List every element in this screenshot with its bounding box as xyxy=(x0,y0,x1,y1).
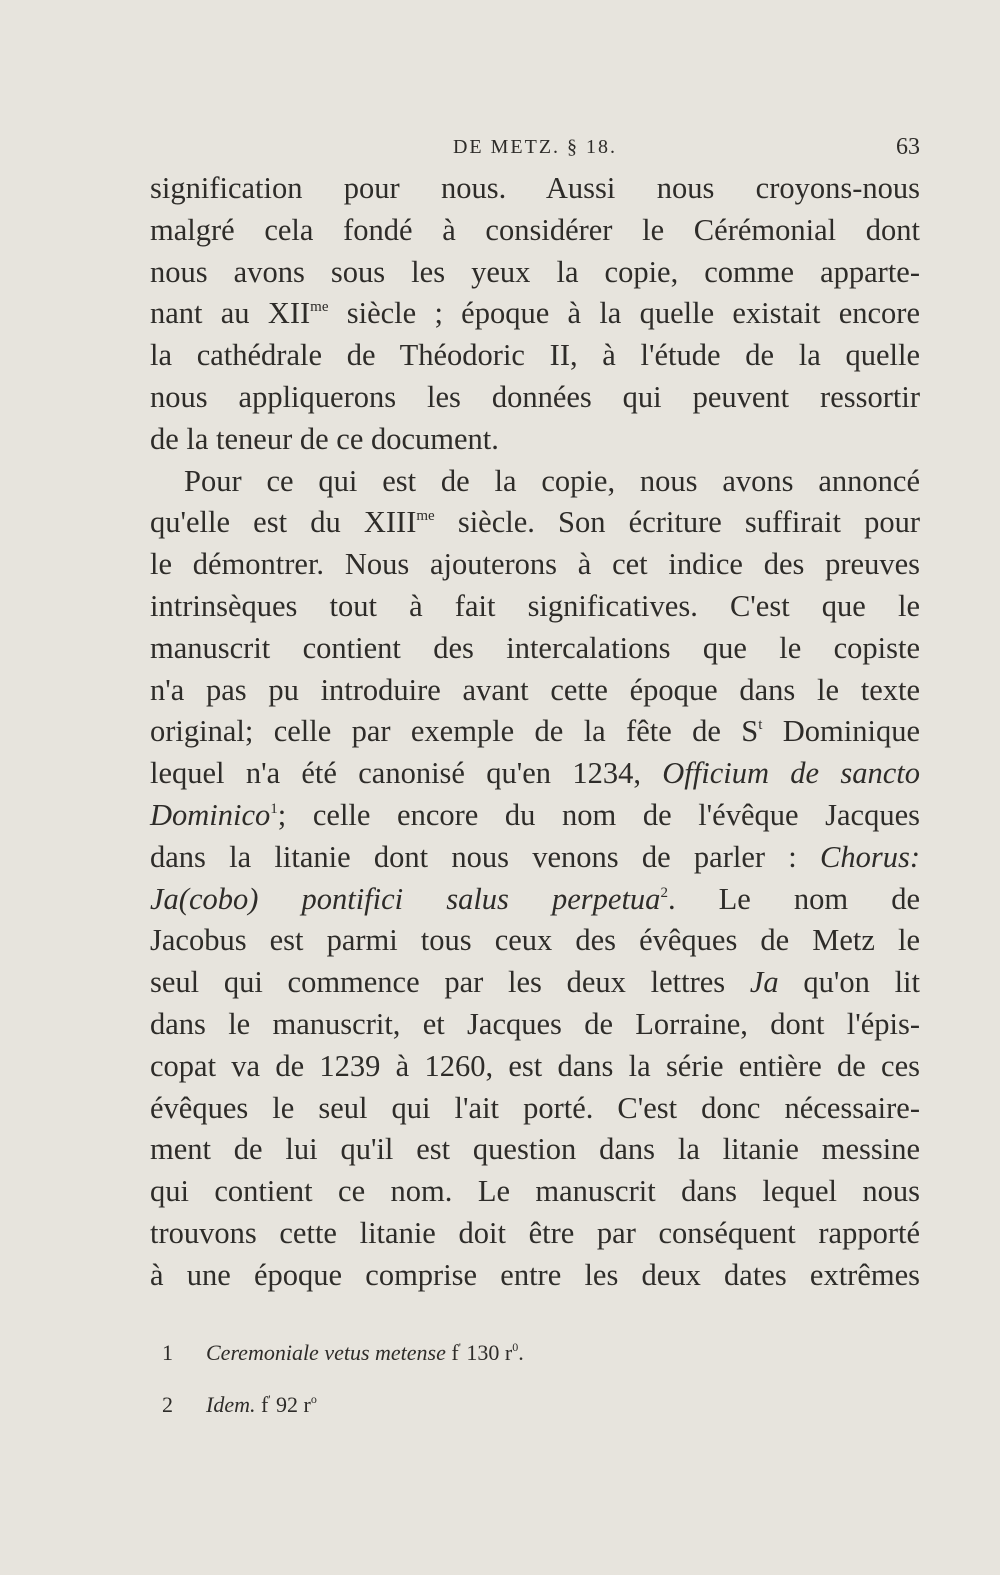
text-line: trouvons cette litanie doit être par conséquent rapporté xyxy=(150,1215,920,1250)
text-line: Dominico$^1$; celle encore du nom de l'évêque Jacques xyxy=(150,797,920,832)
text-line: signification pour nous. Aussi nous croyons-nous xyxy=(150,171,920,205)
body-text xyxy=(150,168,920,1297)
footnote-number: 1 xyxy=(162,1340,173,1365)
text-line: à une époque comprise entre les deux dates extrêmes xyxy=(150,1257,920,1292)
text-line: malgré cela fondé à considérer le Cérémonial dont xyxy=(150,212,920,247)
footnote: 2 Idem. f' 92 $r^o$ xyxy=(150,1387,920,1423)
text-line: Jacobus est parmi tous ceux des évêques de Metz le xyxy=(150,923,920,958)
text-line: copat va de 1239 à 1260, est dans la série entière de ces xyxy=(150,1048,920,1083)
footnotes xyxy=(150,1335,920,1439)
text-line: intrinsèques tout à fait significatives. C'est que le xyxy=(150,588,920,623)
text-line: n'a pas pu introduire avant cette époque dans le texte xyxy=(150,672,920,707)
text-line: nous avons sous les yeux la copie, comme apparte- xyxy=(150,254,920,289)
page-number: 63 xyxy=(896,134,920,160)
text-line: évêques le seul qui l'ait porté. C'est donc nécessaire- xyxy=(150,1090,920,1125)
running-head xyxy=(150,128,920,168)
text-line: nous appliquerons les données qui peuvent ressortir xyxy=(150,379,920,414)
running-title: DE METZ. § 18. xyxy=(452,136,618,158)
text-line: manuscrit contient des intercalations que le copiste xyxy=(150,630,920,665)
text-line: lequel n'a été canonisé qu'en 1234, Officium de sancto xyxy=(150,756,920,791)
text-line: dans la litanie dont nous venons de parler : Chorus: xyxy=(150,839,920,874)
footnote: 1 Ceremoniale vetus metense f' 130 $r^0$. xyxy=(150,1335,920,1371)
text-line: la cathédrale de Théodoric II, à l'étude de la quelle xyxy=(150,338,920,373)
text-line: seul qui commence par les deux lettres Ja qu'on lit xyxy=(150,965,920,1000)
text-line: ment de lui qu'il est question dans la litanie messine xyxy=(150,1132,920,1167)
text-line: nant au $XII^{me}$ siècle ; époque à la quelle existait encore xyxy=(150,296,920,331)
footnote-number: 2 xyxy=(162,1392,173,1417)
text-line: de la teneur de ce document. xyxy=(150,421,499,456)
text-line: le démontrer. Nous ajouterons à cet indice des preuves xyxy=(150,547,920,582)
text-line: qui contient ce nom. Le manuscrit dans lequel nous xyxy=(150,1174,920,1209)
text-line: Pour ce qui est de la copie, nous avons annoncé xyxy=(184,463,920,498)
text-line: qu'elle est du $XIII^{me}$ siècle. Son écriture suffirait pour xyxy=(150,505,920,540)
text-line: original; celle par exemple de la fête de $S^t$ Dominique xyxy=(150,714,920,749)
text-line: Ja(cobo) pontifici salus perpetua$^2$. Le nom de xyxy=(150,881,920,916)
text-line: dans le manuscrit, et Jacques de Lorraine, dont l'épis- xyxy=(150,1006,920,1041)
